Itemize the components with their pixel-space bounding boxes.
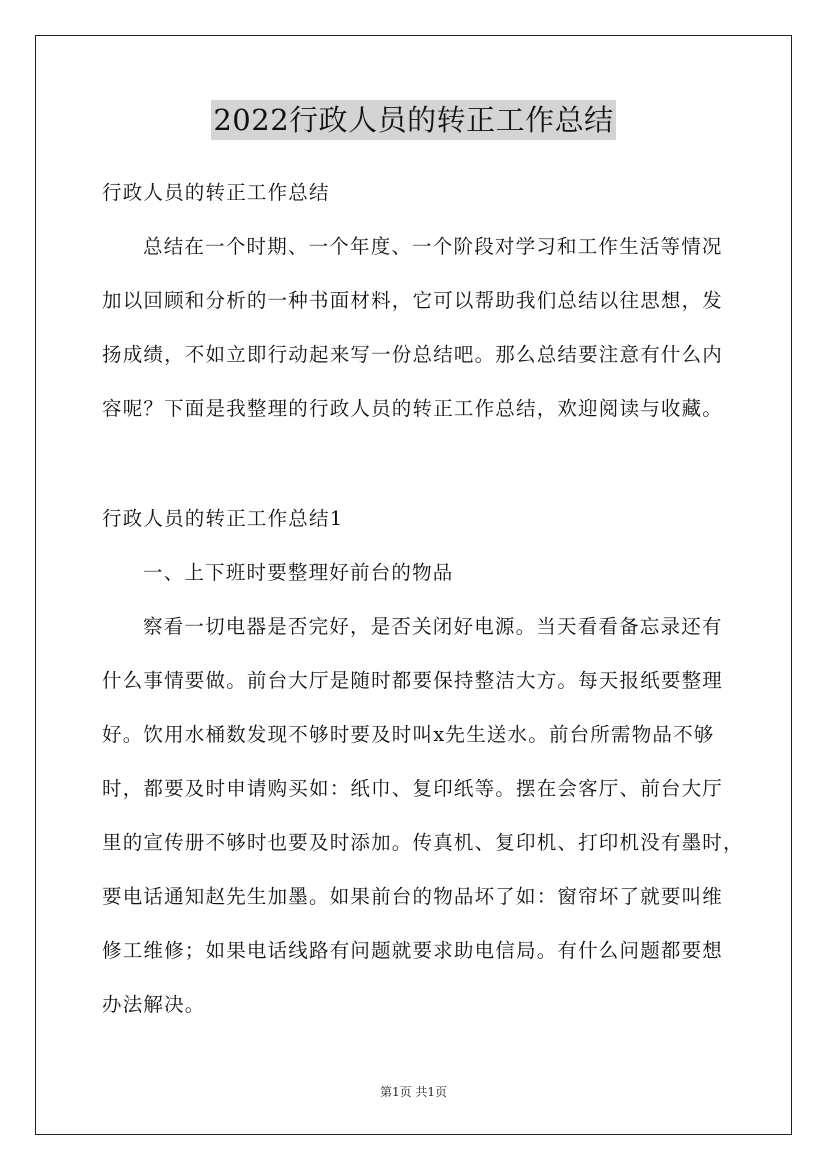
section-heading: 行政人员的转正工作总结1 xyxy=(102,507,344,530)
page-footer xyxy=(0,1083,827,1100)
title-container xyxy=(0,100,827,140)
body-line: 好。饮用水桶数发现不够时要及时叫x先生送水。前台所需物品不够 xyxy=(102,723,715,746)
body-line: 什么事情要做。前台大厅是随时都要保持整洁大方。每天报纸要整理 xyxy=(102,669,724,692)
body-line: 察看一切电器是否完好，是否关闭好电源。当天看看备忘录还有 xyxy=(143,615,723,638)
subtitle-block xyxy=(102,166,737,220)
page-number: 第1页 共1页 xyxy=(379,1085,448,1099)
section-heading-block xyxy=(102,492,737,546)
intro-line: 总结在一个时期、一个年度、一个阶段对学习和工作生活等情况 xyxy=(143,235,723,258)
intro-paragraph xyxy=(102,220,737,436)
document-title: 2022行政人员的转正工作总结 xyxy=(211,100,615,140)
body-line: 办法解决。 xyxy=(102,993,206,1016)
intro-line: 容呢？下面是我整理的行政人员的转正工作总结，欢迎阅读与收藏。 xyxy=(102,397,724,420)
body-line: 修工维修；如果电话线路有问题就要求助电信局。有什么问题都要想 xyxy=(102,939,724,962)
intro-line: 加以回顾和分析的一种书面材料，它可以帮助我们总结以往思想，发 xyxy=(102,289,724,312)
body-line: 时，都要及时申请购买如：纸巾、复印纸等。摆在会客厅、前台大厅 xyxy=(102,777,724,800)
intro-line: 扬成绩，不如立即行动起来写一份总结吧。那么总结要注意有什么内 xyxy=(102,343,724,366)
body-paragraph xyxy=(102,600,744,1032)
document-subtitle: 行政人员的转正工作总结 xyxy=(102,181,330,204)
item-heading-block xyxy=(102,546,737,600)
body-line: 要电话通知赵先生加墨。如果前台的物品坏了如：窗帘坏了就要叫维 xyxy=(102,885,724,908)
item-heading: 一、上下班时要整理好前台的物品 xyxy=(143,561,454,584)
body-line: 里的宣传册不够时也要及时添加。传真机、复印机、打印机没有墨时， xyxy=(102,831,744,854)
